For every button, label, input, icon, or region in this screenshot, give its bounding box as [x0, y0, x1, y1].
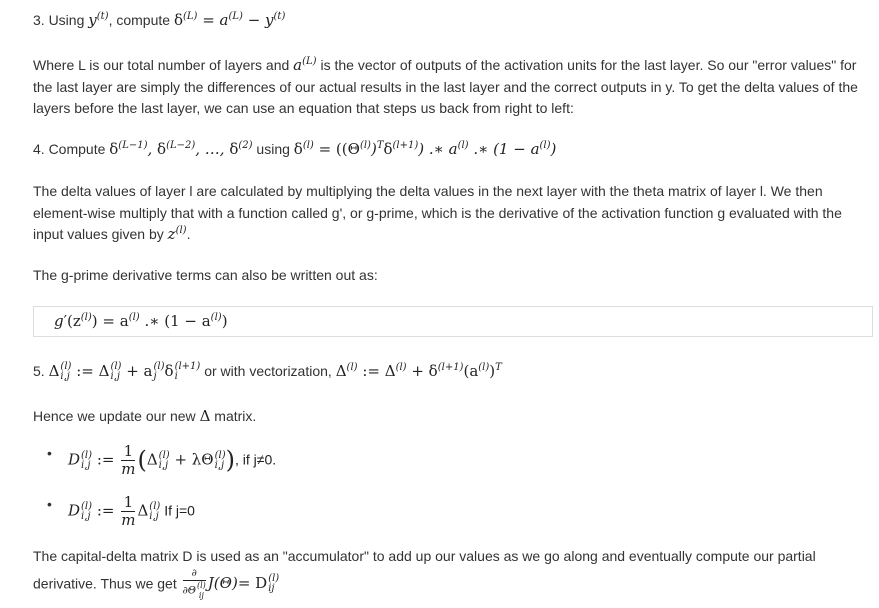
- delta-matrix-symbol: Δ: [199, 407, 211, 425]
- step-5-vector-formula: $\Delta^{(l)}$ := $\Delta^{(l)} + \delta^{(l+1)}(a^{(l)})^T$: [335, 362, 502, 380]
- step-5-prefix: 5.: [33, 363, 49, 379]
- a-L-symbol: $a^{(L)}$: [293, 56, 317, 74]
- paragraph-hence: Hence we update our new Δ matrix.: [33, 407, 257, 425]
- gprime-formula: $g'(z^{(l)}) = a^{(l)}$ .∗ $(1 - a^{(l)})$: [54, 312, 228, 330]
- step-3-mid: , compute: [108, 12, 174, 28]
- paragraph-capital-delta: The capital-delta matrix D is used as an "accumulator" to add up our values as we go along and eventually compute our partial derivative. Thus we get ∂ ∂Θ (l) ij J(Θ)= D (l) ij: [33, 548, 816, 600]
- step-4-delta-list: $\delta^{(L-1)}$, $\delta^{(L-2)}$, …, $\delta^{(2)}$: [109, 140, 253, 158]
- partial-derivative-formula: ∂ ∂Θ (l) ij J(Θ)= D (l) ij: [182, 567, 280, 600]
- step-3-formula: $\delta^{(L)} = a^{(L)} - y^{(t)}$: [173, 11, 286, 29]
- update-rule-j-zero: D (l) i,j := $\frac{1}{m}$ Δ (l) i,j If j=0: [68, 493, 195, 529]
- z-l-symbol: $z^{(l)}$: [167, 225, 187, 243]
- step-5-formula: Δ (l) i,j := Δ (l) i,j + a (l) j δ (l+1) i: [48, 361, 201, 382]
- step-4-using: using: [252, 141, 294, 157]
- bullet-dot: •: [47, 496, 52, 512]
- step-5-or-text: or with vectorization,: [200, 363, 336, 379]
- step-4-prefix: 4. Compute: [33, 141, 110, 157]
- step-3-prefix: 3. Using: [33, 12, 89, 28]
- step-4-formula: $\delta^{(l)} = ((\Theta^{(l)})^T\delta^{(l+1)})$ .∗ $a^{(l)}$ .∗ $(1 - a^{(l)})$: [293, 140, 557, 158]
- gprime-formula-box: [33, 306, 873, 337]
- step-3: [33, 10, 873, 32]
- y-symbol: $y^{(t)}$: [88, 11, 109, 29]
- paragraph-gprime: The g-prime derivative terms can also be written out as:: [33, 267, 378, 283]
- bullet-dot: •: [47, 445, 52, 461]
- step-5: [33, 361, 873, 383]
- step-4: [33, 139, 873, 161]
- paragraph-delta-values: The delta values of layer l are calculated by multiplying the delta values in the next layer with the theta matrix of layer l. We then element-wise multiply that with a function called g', or g-prime, which is the derivative of the activation function g evaluated with the input values given by $z^{(l)}$.: [33, 183, 842, 243]
- paragraph-where: Where L is our total number of layers and $a^{(L)}$ is the vector of outputs of the activation units for the last layer. So our "error values" for the last layer are simply the differences of our actual results in the last layer and the correct outputs in y. To get the delta values of the layers before the last layer, we can use an equation that steps us back from right to left:: [33, 56, 858, 116]
- update-rule-j-nonzero: D (l) i,j := $\frac{1}{m}$ (Δ (l) i,j + λΘ (l) i,j ), if j≠0.: [68, 442, 277, 478]
